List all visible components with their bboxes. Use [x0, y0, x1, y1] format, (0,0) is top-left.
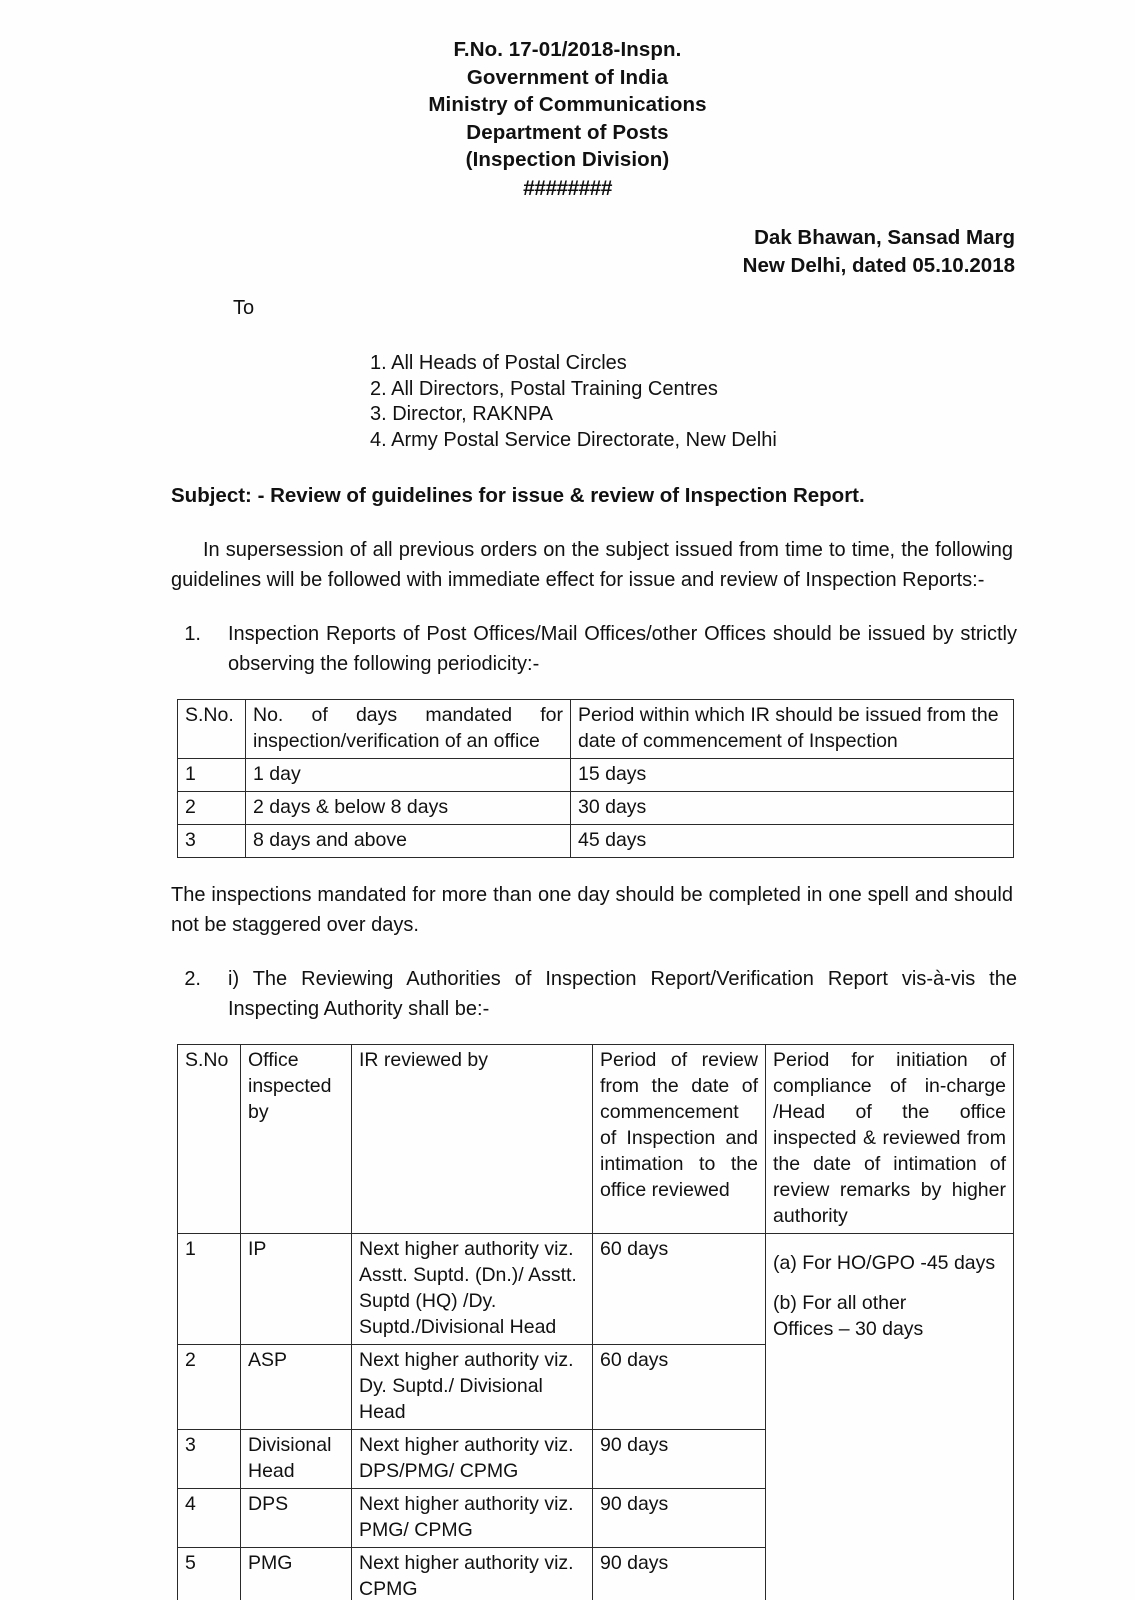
cell-period-of-review: 60 days [593, 1345, 766, 1430]
cell-period-of-review: 60 days [593, 1234, 766, 1345]
cell-sno: 2 [178, 792, 246, 825]
cell-sno: 1 [178, 759, 246, 792]
column-header-period-for-compliance: Period for initiation of compliance of in-charge /Head of the office inspected & reviewed from the date of intimation of review remarks by higher authority [766, 1045, 1014, 1234]
clause-1-text: Inspection Reports of Post Offices/Mail Offices/other Offices should be issued by strictly observing the following periodicity:- [228, 623, 1017, 675]
table-row [178, 825, 1014, 858]
cell-period-of-review: 90 days [593, 1548, 766, 1600]
table-1-wrapper [0, 699, 1135, 858]
note-after-periodicity-table: The inspections mandated for more than one day should be completed in one spell and should not be staggered over days. [171, 884, 1013, 936]
table-2-wrapper [0, 1044, 1135, 1600]
spacer [773, 1276, 1006, 1290]
cell-sno: 4 [178, 1489, 241, 1548]
cell-period: 15 days [571, 759, 1014, 792]
column-header-period-issued: Period within which IR should be issued from the date of commencement of Inspection [571, 700, 1014, 759]
cell-days: 2 days & below 8 days [246, 792, 571, 825]
table-row [178, 700, 1014, 759]
cell-sno: 2 [178, 1345, 241, 1430]
column-header-days-mandated: No. of days mandated for inspection/verification of an office [246, 700, 571, 759]
cell-ir-reviewed-by: Next higher authority viz. DPS/PMG/ CPMG [352, 1430, 593, 1489]
origin-address: Dak Bhawan, Sansad Marg [754, 226, 1015, 249]
cell-office-inspected-by: PMG [241, 1548, 352, 1600]
cell-period: 45 days [571, 825, 1014, 858]
clause-1 [0, 619, 1135, 679]
origin-block [0, 224, 1135, 279]
list-item: 1. All Heads of Postal Circles [370, 352, 627, 374]
cell-days: 8 days and above [246, 825, 571, 858]
clause-2-number: 2. [184, 968, 201, 990]
intro-paragraph: In supersession of all previous orders on the subject issued from time to time, the following guidelines will be followed with immediate effect for issue and review of Inspection Reports:- [171, 539, 1013, 591]
compliance-line-c: Offices – 30 days [773, 1318, 924, 1340]
compliance-line-b: (b) For all other [773, 1292, 907, 1314]
compliance-line-a: (a) For HO/GPO -45 days [773, 1252, 996, 1274]
cell-compliance-period [766, 1234, 1014, 1600]
clause-2 [0, 964, 1135, 1024]
cell-sno: 1 [178, 1234, 241, 1345]
division-line: (Inspection Division) [465, 148, 670, 171]
cell-sno: 3 [178, 1430, 241, 1489]
cell-ir-reviewed-by: Next higher authority viz. Dy. Suptd./ Divisional Head [352, 1345, 593, 1430]
cell-ir-reviewed-by: Next higher authority viz. CPMG [352, 1548, 593, 1600]
clause-1-number: 1. [184, 623, 201, 645]
spacer [773, 1236, 1006, 1250]
cell-sno: 5 [178, 1548, 241, 1600]
list-item: 3. Director, RAKNPA [370, 403, 554, 425]
list-item: 2. All Directors, Postal Training Centres [370, 377, 718, 400]
clause-2-text: i) The Reviewing Authorities of Inspection Report/Verification Report vis-à-vis the Inspecting Authority shall be:- [228, 968, 1017, 1020]
ministry-line: Ministry of Communications [428, 93, 707, 116]
table-row [178, 1234, 1014, 1345]
column-header-sno: S.No [178, 1045, 241, 1234]
cell-period: 30 days [571, 792, 1014, 825]
cell-office-inspected-by: ASP [241, 1345, 352, 1430]
column-header-sno: S.No. [178, 700, 246, 759]
column-header-ir-reviewed-by: IR reviewed by [352, 1045, 593, 1234]
table-row [178, 759, 1014, 792]
file-number: F.No. 17-01/2018-Inspn. [453, 38, 682, 61]
cell-ir-reviewed-by: Next higher authority viz. PMG/ CPMG [352, 1489, 593, 1548]
reviewing-authorities-table [177, 1044, 1014, 1600]
origin-date: New Delhi, dated 05.10.2018 [742, 253, 1015, 277]
table-row [178, 792, 1014, 825]
column-header-period-of-review: Period of review from the date of commencement of Inspection and intimation to the office reviewed [593, 1045, 766, 1234]
cell-office-inspected-by: Divisional Head [241, 1430, 352, 1489]
cell-office-inspected-by: IP [241, 1234, 352, 1345]
cell-sno: 3 [178, 825, 246, 858]
list-item: 4. Army Postal Service Directorate, New Delhi [370, 428, 777, 451]
department-line: Department of Posts [466, 120, 669, 144]
to-label: To [233, 297, 255, 319]
letterhead [0, 0, 1135, 202]
government-line: Government of India [466, 65, 669, 89]
recipient-list [0, 351, 1135, 453]
periodicity-table [177, 699, 1014, 858]
cell-period-of-review: 90 days [593, 1430, 766, 1489]
cell-period-of-review: 90 days [593, 1489, 766, 1548]
cell-office-inspected-by: DPS [241, 1489, 352, 1548]
column-header-office-inspected-by: Office inspected by [241, 1045, 352, 1234]
cell-ir-reviewed-by: Next higher authority viz. Asstt. Suptd. (Dn.)/ Asstt. Suptd (HQ) /Dy. Suptd./Divisional Head [352, 1234, 593, 1345]
subject-line: Subject: - Review of guidelines for issue & review of Inspection Report. [171, 484, 865, 507]
cell-days: 1 day [246, 759, 571, 792]
hash-separator: ######## [523, 176, 612, 200]
table-row [178, 1045, 1014, 1234]
